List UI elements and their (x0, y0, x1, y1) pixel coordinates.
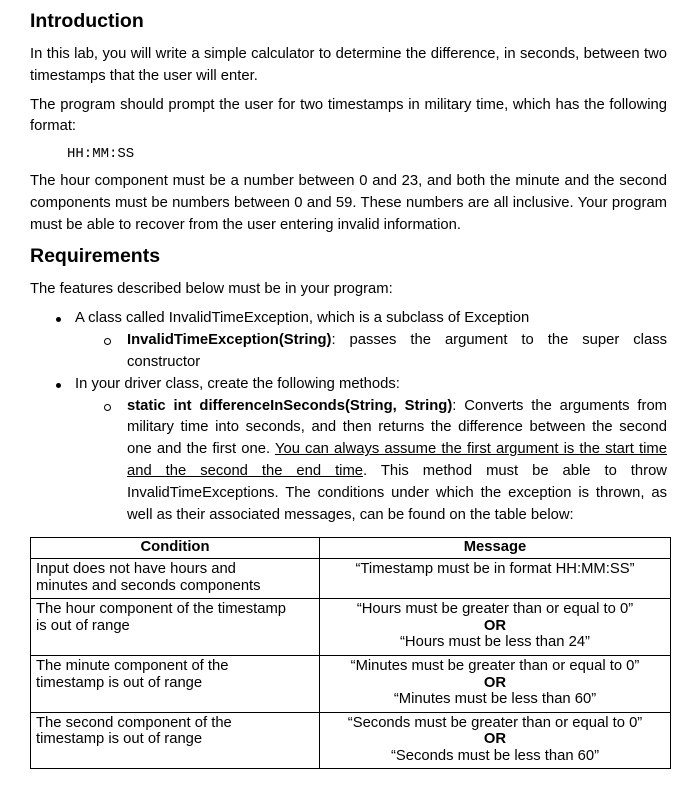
condition-column-header: Condition (31, 538, 320, 559)
bullet-icon (56, 317, 61, 322)
method-description-underlined: You can always assume the first argument is the start time and the second the end time (127, 441, 667, 479)
sub-item-constructor (30, 330, 667, 374)
message-line: “Seconds must be greater than or equal to 0” (347, 714, 643, 731)
sub-item-difference-method (30, 396, 667, 527)
list-item-text: A class called InvalidTimeException, which is a subclass of Exception (75, 310, 530, 327)
intro-paragraph-2: The program should prompt the user for two timestamps in military time, which has the following format: (30, 96, 667, 135)
or-separator: OR (483, 617, 507, 634)
condition-cell: The second component of the timestamp is out of range (31, 712, 320, 769)
requirements-lead: The features described below must be in your program: (30, 280, 393, 297)
table-row (31, 599, 671, 656)
condition-cell: Input does not have hours and minutes and seconds components (31, 558, 320, 598)
requirements-heading: Requirements (30, 244, 161, 267)
message-column-header: Message (320, 538, 671, 559)
bullet-icon (56, 383, 61, 388)
intro-paragraph-1: In this lab, you will write a simple calculator to determine the difference, in seconds, between two timestamps that the user will enter. (30, 46, 667, 84)
table-row (31, 558, 671, 598)
message-line: “Minutes must be greater than or equal to 0” (350, 657, 640, 674)
condition-cell: The minute component of the timestamp is out of range (31, 655, 320, 712)
timestamp-format-code: HH:MM:SS (67, 146, 135, 163)
message-line: “Timestamp must be in format HH:MM:SS” (355, 560, 635, 577)
exception-messages-table (30, 537, 671, 769)
or-separator: OR (483, 731, 507, 748)
introduction-heading: Introduction (30, 10, 144, 32)
message-line: “Hours must be less than 24” (400, 634, 590, 651)
table-row (31, 655, 671, 712)
table-header-row (31, 538, 671, 559)
list-item-driver-class (30, 374, 667, 396)
constructor-signature: InvalidTimeException(String) (127, 332, 332, 349)
message-cell (320, 712, 671, 769)
message-line: “Hours must be greater than or equal to 0” (356, 601, 634, 618)
list-item-text: In your driver class, create the following methods: (75, 375, 400, 392)
message-line: “Minutes must be less than 60” (393, 691, 597, 708)
message-line: “Seconds must be less than 60” (390, 747, 600, 764)
intro-paragraph-3: The hour component must be a number between 0 and 23, and both the minute and the second components must be numbers between 0 and 59. These numbers are all inclusive. Your program must be able to recover from the user entering invalid information. (30, 173, 667, 233)
method-description-2: . This method must be able to throw InvalidTimeExceptions. The conditions under which the exception is thrown, as well as their associated messages, can be found on the table below: (127, 462, 667, 523)
message-cell (320, 558, 671, 598)
message-cell (320, 655, 671, 712)
circle-bullet-icon (104, 404, 111, 411)
requirements-list (30, 308, 667, 526)
circle-bullet-icon (104, 338, 111, 345)
constructor-description: : passes the argument to the super class constructor (127, 332, 667, 370)
method-signature: static int differenceInSeconds(String, String) (127, 397, 453, 414)
method-description-1: : Converts the arguments from military time into seconds, and then returns the difference between the second one and the first one. (127, 397, 667, 458)
or-separator: OR (483, 674, 507, 691)
table-row (31, 712, 671, 769)
message-cell (320, 599, 671, 656)
condition-cell: The hour component of the timestamp is out of range (31, 599, 320, 656)
list-item-invalidtimeexception-class (30, 308, 667, 330)
